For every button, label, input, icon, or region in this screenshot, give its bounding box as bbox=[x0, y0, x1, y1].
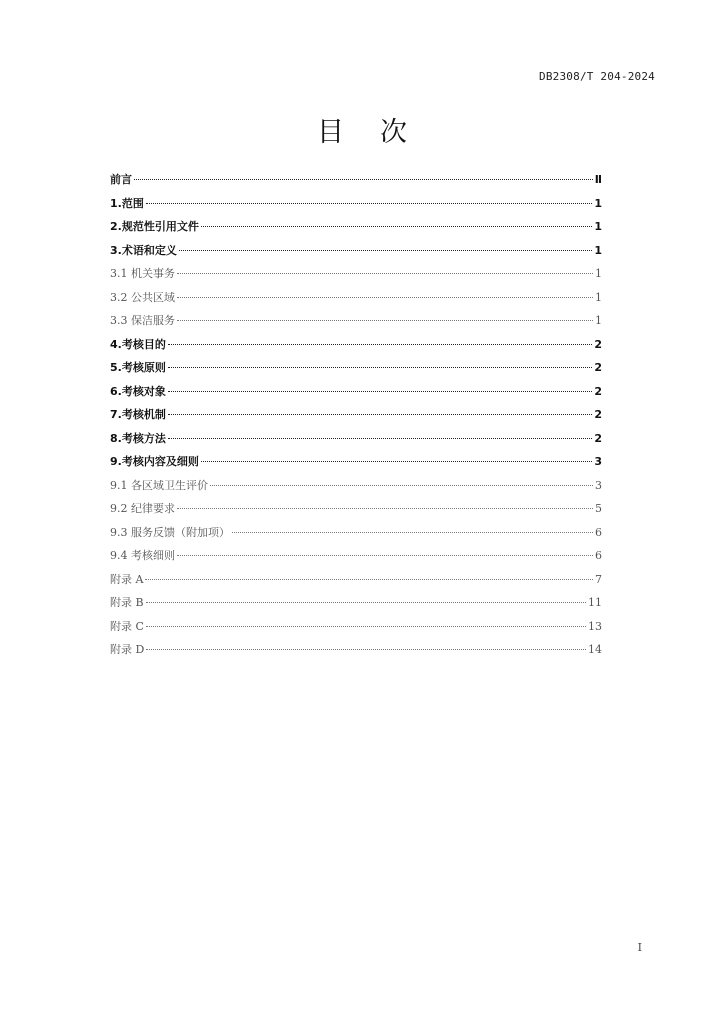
toc-dot-leader bbox=[201, 461, 593, 462]
toc-dot-leader bbox=[210, 485, 593, 486]
toc-entry[interactable] bbox=[110, 427, 602, 451]
toc-entry-label: 附录 C bbox=[110, 619, 144, 633]
toc-entry-page: 6 bbox=[595, 525, 602, 539]
toc-entry[interactable] bbox=[110, 262, 602, 286]
toc-dot-leader bbox=[177, 508, 593, 509]
toc-entry[interactable] bbox=[110, 591, 602, 615]
toc-entry-page: 14 bbox=[588, 643, 602, 656]
toc-entry-page: 1 bbox=[595, 314, 602, 327]
toc-dot-leader bbox=[201, 226, 593, 227]
toc-entry-page: 2 bbox=[594, 384, 602, 398]
toc-entry[interactable] bbox=[110, 192, 602, 216]
toc-dot-leader bbox=[146, 626, 586, 627]
toc-entry-page: 1 bbox=[594, 220, 602, 233]
toc-entry[interactable] bbox=[110, 215, 602, 239]
toc-dot-leader bbox=[134, 179, 593, 180]
toc-dot-leader bbox=[177, 273, 593, 274]
toc-dot-leader bbox=[146, 649, 586, 650]
toc-entry[interactable] bbox=[110, 168, 602, 192]
document-code: DB2308/T 204-2024 bbox=[539, 70, 655, 83]
toc-entry-label: 4.考核目的 bbox=[110, 337, 166, 351]
toc-entry[interactable] bbox=[110, 568, 602, 592]
toc-dot-leader bbox=[168, 438, 593, 439]
toc-entry-label: 9.2 纪律要求 bbox=[110, 502, 175, 515]
toc-entry-page: 6 bbox=[595, 549, 602, 562]
toc-entry-page: 1 bbox=[594, 243, 602, 257]
toc-entry-page: 13 bbox=[588, 619, 602, 633]
toc-dot-leader bbox=[177, 555, 593, 556]
toc-entry-label: 9.1 各区域卫生评价 bbox=[110, 478, 208, 492]
toc-entry-label: 3.2 公共区域 bbox=[110, 290, 175, 304]
table-of-contents bbox=[110, 168, 602, 662]
toc-entry-label: 附录 B bbox=[110, 596, 144, 609]
toc-entry-label: 3.3 保洁服务 bbox=[110, 314, 175, 327]
toc-entry[interactable] bbox=[110, 474, 602, 498]
toc-dot-leader bbox=[168, 414, 593, 415]
toc-entry-page: 1 bbox=[594, 196, 602, 210]
toc-entry-label: 3.1 机关事务 bbox=[110, 267, 175, 280]
toc-entry-label: 前言 bbox=[110, 173, 132, 186]
toc-entry-label: 附录 D bbox=[110, 643, 145, 656]
toc-dot-leader bbox=[145, 579, 593, 580]
toc-entry-label: 9.3 服务反馈（附加项） bbox=[110, 525, 230, 539]
toc-dot-leader bbox=[146, 203, 593, 204]
toc-entry-page: 2 bbox=[594, 361, 602, 374]
toc-entry-page: 3 bbox=[594, 455, 602, 468]
toc-entry[interactable] bbox=[110, 309, 602, 333]
toc-entry-page: Ⅱ bbox=[594, 173, 602, 186]
toc-entry[interactable] bbox=[110, 450, 602, 474]
toc-entry-label: 9.考核内容及细则 bbox=[110, 455, 199, 468]
toc-dot-leader bbox=[179, 250, 593, 251]
toc-dot-leader bbox=[177, 320, 593, 321]
toc-entry-page: 5 bbox=[595, 502, 602, 515]
toc-entry[interactable] bbox=[110, 544, 602, 568]
page-title: 目次 bbox=[317, 117, 443, 148]
toc-entry[interactable] bbox=[110, 356, 602, 380]
toc-entry[interactable] bbox=[110, 521, 602, 545]
toc-entry-page: 2 bbox=[594, 337, 602, 351]
toc-entry-page: 7 bbox=[595, 572, 602, 586]
toc-dot-leader bbox=[177, 297, 593, 298]
toc-entry[interactable] bbox=[110, 380, 602, 404]
toc-entry-label: 附录 A bbox=[110, 572, 144, 586]
toc-dot-leader bbox=[232, 532, 593, 533]
toc-entry[interactable] bbox=[110, 333, 602, 357]
toc-entry-label: 5.考核原则 bbox=[110, 361, 166, 374]
toc-entry-label: 3.术语和定义 bbox=[110, 243, 177, 257]
toc-dot-leader bbox=[168, 391, 593, 392]
toc-entry-label: 2.规范性引用文件 bbox=[110, 220, 199, 233]
toc-entry[interactable] bbox=[110, 403, 602, 427]
toc-entry[interactable] bbox=[110, 615, 602, 639]
toc-entry-page: 1 bbox=[595, 267, 602, 280]
toc-entry[interactable] bbox=[110, 497, 602, 521]
toc-entry-page: 3 bbox=[595, 478, 602, 492]
toc-entry[interactable] bbox=[110, 286, 602, 310]
toc-entry-label: 7.考核机制 bbox=[110, 408, 166, 421]
toc-dot-leader bbox=[168, 367, 593, 368]
toc-dot-leader bbox=[146, 602, 586, 603]
page-number: I bbox=[637, 941, 642, 954]
toc-entry-page: 2 bbox=[594, 408, 602, 421]
toc-entry-label: 9.4 考核细则 bbox=[110, 549, 175, 562]
toc-dot-leader bbox=[168, 344, 593, 345]
toc-entry-page: 2 bbox=[594, 431, 602, 445]
toc-entry[interactable] bbox=[110, 638, 602, 662]
toc-entry-label: 6.考核对象 bbox=[110, 384, 166, 398]
toc-entry[interactable] bbox=[110, 239, 602, 263]
toc-entry-label: 8.考核方法 bbox=[110, 431, 166, 445]
toc-entry-label: 1.范围 bbox=[110, 196, 144, 210]
toc-entry-page: 1 bbox=[595, 290, 602, 304]
toc-entry-page: 11 bbox=[588, 596, 602, 609]
